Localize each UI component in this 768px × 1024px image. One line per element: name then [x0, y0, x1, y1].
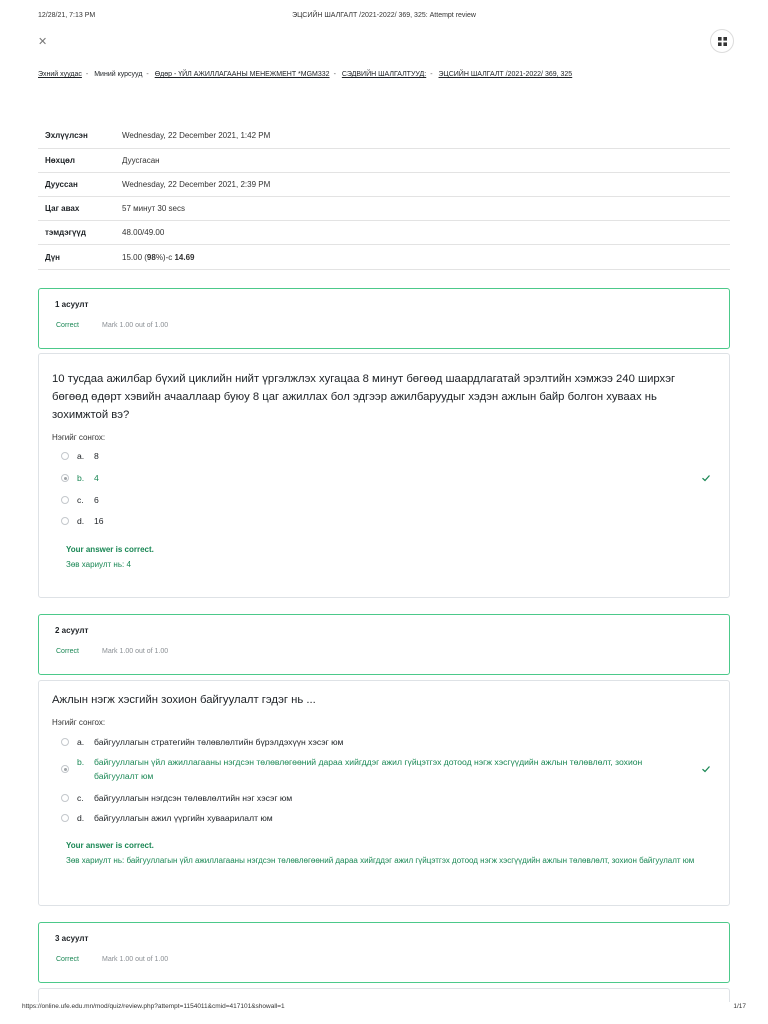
summary-label: тэмдэгүүд	[38, 221, 122, 245]
right-answer: Зөв хариулт нь: байгууллагын үйл ажиллагааны нэгдсэн төлөвлөгөөний дараа хийгддэг ажил гүйцэтгэх дотоод нэгж хэсгүүдийн ажлын төлөвлөлт, зохион байгуулалт юм	[66, 856, 695, 865]
question-info-1	[38, 288, 730, 349]
breadcrumb-section[interactable]: СЭДВИЙН ШАЛГАЛТУУД:	[341, 71, 427, 78]
summary-row-state	[38, 148, 730, 172]
question-content-2	[38, 680, 730, 906]
answer-prompt: Нэгийг сонгох:	[52, 718, 106, 727]
summary-label: Эхлүүлсэн	[38, 124, 122, 148]
option-text: байгууллагын стратегийн төлөвлөлтийн бүрэлдэхүүн хэсэг юм	[94, 737, 344, 747]
check-icon	[701, 764, 711, 774]
radio-button[interactable]	[61, 474, 69, 482]
question-content-3	[38, 988, 730, 1002]
summary-value	[122, 245, 730, 269]
breadcrumb-home[interactable]: Эхний хуудас	[38, 71, 82, 78]
summary-label: Дууссан	[38, 172, 122, 196]
radio-button[interactable]	[61, 738, 69, 746]
quiz-navigation-button[interactable]	[710, 29, 734, 53]
close-icon[interactable]: ✕	[38, 36, 48, 48]
question-info-3	[38, 922, 730, 983]
radio-button[interactable]	[61, 794, 69, 802]
summary-row-started	[38, 124, 730, 148]
grade-percent: 98	[146, 252, 156, 262]
question-info-2	[38, 614, 730, 675]
summary-value: Дуусгасан	[122, 148, 730, 172]
print-header	[38, 12, 730, 24]
question-text: Ажлын нэгж хэсгийн зохион байгуулалт гэдэг нь ...	[52, 694, 316, 706]
question-number: 3 асуулт	[55, 934, 89, 943]
option-letter: d.	[77, 516, 85, 526]
print-date: 12/28/21, 7:13 PM	[38, 12, 96, 19]
question-state: Correct	[56, 956, 79, 963]
question-mark: Mark 1.00 out of 1.00	[102, 956, 169, 963]
radio-button[interactable]	[61, 517, 69, 525]
option-text: 6	[94, 495, 99, 505]
option-text: 4	[94, 473, 99, 483]
right-answer: Зөв хариулт нь: 4	[66, 560, 131, 569]
check-icon	[701, 473, 711, 483]
summary-label: Цаг авах	[38, 197, 122, 221]
option-letter: c.	[77, 793, 84, 803]
grade-suffix: %)-с	[155, 252, 175, 262]
summary-row-marks	[38, 221, 730, 245]
radio-button[interactable]	[61, 452, 69, 460]
option-text: 16	[94, 516, 104, 526]
summary-value: 57 минут 30 secs	[122, 197, 730, 221]
radio-button[interactable]	[61, 814, 69, 822]
option-letter: a.	[77, 451, 85, 461]
summary-label: Дүн	[38, 245, 122, 269]
summary-label: Нөхцөл	[38, 148, 122, 172]
option-text: байгууллагын үйл ажиллагааны нэгдсэн төлөвлөгөөний дараа хийгддэг ажил гүйцэтгэх дотоод нэгж хэсгүүдийн ажлын төлөвлөлт, зохион байгуулалт юм	[94, 757, 643, 781]
radio-button[interactable]	[61, 496, 69, 504]
breadcrumb-my-courses: Миний курсууд	[94, 71, 143, 78]
option-text: байгууллагын ажил үүргийн хуваарилалт юм	[94, 813, 273, 823]
summary-value: 48.00/49.00	[122, 221, 730, 245]
option-letter: d.	[77, 813, 85, 823]
question-state: Correct	[56, 322, 79, 329]
grid-icon	[718, 37, 727, 46]
option-text: 8	[94, 451, 99, 461]
option-letter: b.	[77, 473, 85, 483]
question-number: 1 асуулт	[55, 300, 89, 309]
breadcrumb-course[interactable]: Өдөр - ҮЙЛ АЖИЛЛАГААНЫ МЕНЕЖМЕНТ *MGM332	[154, 71, 330, 78]
option-text: байгууллагын нэгдсэн төлөвлөлтийн нэг хэсэг юм	[94, 793, 293, 803]
radio-button[interactable]	[61, 765, 69, 773]
question-state: Correct	[56, 648, 79, 655]
feedback-correct: Your answer is correct.	[66, 841, 154, 850]
summary-row-grade	[38, 245, 730, 269]
print-url: https://online.ufe.edu.mn/mod/quiz/review.php?attempt=1154011&cmid=417101&showall=1	[22, 1003, 285, 1010]
summary-value: Wednesday, 22 December 2021, 1:42 PM	[122, 124, 730, 148]
feedback-correct: Your answer is correct.	[66, 545, 154, 554]
grade-max: 14.69	[174, 252, 195, 262]
attempt-summary-table	[38, 124, 730, 270]
breadcrumb: Эхний хуудас - Миний курсууд - Өдөр - ҮЙЛ АЖИЛЛАГААНЫ МЕНЕЖМЕНТ *MGM332 - СЭДВИЙН ШАЛГАЛТУУД: - ЭЦСИЙН ШАЛГАЛТ /2021-2022/ 369, 325	[38, 71, 573, 78]
question-mark: Mark 1.00 out of 1.00	[102, 648, 169, 655]
print-page-number: 1/17	[733, 1003, 746, 1010]
breadcrumb-quiz[interactable]: ЭЦСИЙН ШАЛГАЛТ /2021-2022/ 369, 325	[438, 71, 573, 78]
summary-row-time	[38, 197, 730, 221]
option-letter: c.	[77, 495, 84, 505]
question-number: 2 асуулт	[55, 626, 89, 635]
question-text: 10 тусдаа ажилбар бүхий циклийн нийт үргэлжлэх хугацаа 8 минут бөгөөд шаардлагатай эрэлтийн хэмжээ 240 ширхэг бөгөөд өдөрт хэвийн ачааллаар буюу 8 цаг ажиллах бол эдгээр ажилбаруудыг хэдэн ажлын байр болгон хуваах нь зохимжтой вэ?	[52, 373, 676, 421]
grade-prefix: 15.00 (	[122, 252, 147, 262]
answer-prompt: Нэгийг сонгох:	[52, 433, 106, 442]
question-content-1	[38, 353, 730, 598]
option-letter: b.	[77, 757, 85, 767]
question-mark: Mark 1.00 out of 1.00	[102, 322, 169, 329]
summary-value: Wednesday, 22 December 2021, 2:39 PM	[122, 172, 730, 196]
option-letter: a.	[77, 737, 85, 747]
summary-row-completed	[38, 172, 730, 196]
print-title: ЭЦСИЙН ШАЛГАЛТ /2021-2022/ 369, 325: Attempt review	[292, 12, 476, 19]
